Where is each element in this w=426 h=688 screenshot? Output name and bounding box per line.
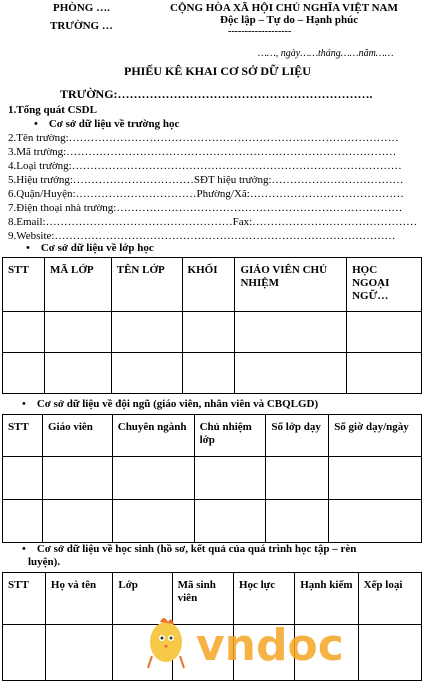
- page-title: PHIẾU KÊ KHAI CƠ SỞ DỮ LIỆU: [124, 64, 311, 78]
- table-cell[interactable]: [44, 312, 111, 353]
- table-cell[interactable]: [42, 500, 112, 543]
- chicken-mascot-icon: [138, 608, 368, 674]
- bullet-text: Cơ sở dữ liệu về học sinh (hồ sơ, kết quả của quá trình học tập – rèn: [36, 543, 357, 555]
- table-cell[interactable]: [42, 457, 112, 500]
- table-cell[interactable]: [347, 353, 422, 394]
- bullet-student-continued: luyện).: [28, 556, 61, 568]
- table-header-row: [3, 258, 422, 312]
- column-header: STT: [3, 415, 43, 457]
- bullet-class-data: [26, 242, 154, 254]
- column-header: TÊN LỚP: [111, 258, 182, 312]
- table-cell[interactable]: [329, 500, 422, 543]
- column-header: MÃ LỚP: [44, 258, 111, 312]
- field-email-fax: 8.Email:……………………………………………Fax:………………………………………: [8, 216, 418, 228]
- column-header: Chuyên ngành: [112, 415, 194, 457]
- table-cell[interactable]: [329, 457, 422, 500]
- motto-underline: -------------------: [228, 26, 292, 37]
- table-row: [3, 457, 422, 500]
- column-header: Số lớp dạy: [266, 415, 329, 457]
- column-header: Số giờ dạy/ngày: [329, 415, 422, 457]
- column-header: HỌC NGOẠI NGỮ…: [347, 258, 422, 312]
- column-header: Học lực: [233, 573, 294, 625]
- date-line: ……, ngày……tháng……năm……: [258, 48, 394, 59]
- column-header: Xếp loại: [358, 573, 421, 625]
- department-label: PHÒNG ….: [53, 2, 110, 14]
- field-district: 6.Quận/Huyện:……………………………Phường/Xã:……………………………………: [8, 188, 404, 200]
- column-header: Họ và tên: [45, 573, 112, 625]
- bullet-icon: •: [22, 398, 26, 410]
- table-cell[interactable]: [44, 353, 111, 394]
- field-school-code: 3.Mã trường:………………………………………………………………………………: [8, 146, 397, 158]
- table-cell[interactable]: [266, 500, 329, 543]
- column-header: Lớp: [113, 573, 172, 625]
- table-header-row: [3, 415, 422, 457]
- field-principal: 5.Hiệu trưởng:……………………………SĐT hiệu trưởng:………………………………: [8, 174, 404, 186]
- table-row: [3, 353, 422, 394]
- table-cell[interactable]: [112, 457, 194, 500]
- table-cell[interactable]: [112, 500, 194, 543]
- school-name-line: TRƯỜNG:……………………………………………………….: [60, 87, 373, 101]
- table-cell[interactable]: [111, 353, 182, 394]
- bullet-icon: •: [22, 543, 26, 555]
- field-school-type: 4.Loại trường:………………………………………………………………………………: [8, 160, 402, 172]
- bullet-school-data: [34, 118, 179, 130]
- table-cell[interactable]: [182, 312, 235, 353]
- table-cell[interactable]: [182, 353, 235, 394]
- watermark-logo: [138, 608, 368, 674]
- column-header: Chủ nhiệm lớp: [194, 415, 266, 457]
- motto: Độc lập – Tự do – Hạnh phúc: [220, 14, 359, 26]
- table-cell[interactable]: [266, 457, 329, 500]
- table-cell[interactable]: [235, 312, 347, 353]
- column-header: KHỐI: [182, 258, 235, 312]
- table-row: [3, 312, 422, 353]
- bullet-text: Cơ sở dữ liệu về lớp học: [40, 242, 154, 254]
- column-header: Giáo viên: [42, 415, 112, 457]
- column-header: STT: [3, 573, 46, 625]
- table-cell[interactable]: [45, 625, 112, 681]
- table-cell[interactable]: [3, 353, 45, 394]
- bullet-icon: •: [34, 118, 38, 130]
- table-row: [3, 500, 422, 543]
- section-heading: 1.Tổng quát CSDL: [8, 104, 97, 116]
- column-header: Hạnh kiểm: [295, 573, 358, 625]
- class-table: [2, 257, 422, 394]
- table-cell[interactable]: [235, 353, 347, 394]
- table-cell[interactable]: [194, 500, 266, 543]
- field-school-name: 2.Tên trường:………………………………………………………………………………: [8, 132, 399, 144]
- table-cell[interactable]: [3, 457, 43, 500]
- bullet-text: Cơ sở dữ liệu về trường học: [48, 118, 180, 130]
- field-website: 9.Website:…………………………………………………………………………………: [8, 230, 396, 242]
- bullet-student-data: [22, 543, 356, 555]
- watermark-text: vndoc: [196, 620, 344, 671]
- column-header: Mã sinh viên: [172, 573, 233, 625]
- table-cell[interactable]: [3, 625, 46, 681]
- table-cell[interactable]: [3, 500, 43, 543]
- column-header: STT: [3, 258, 45, 312]
- field-phone: 7.Điện thoại nhà trường:……………………………………………………………………: [8, 202, 403, 214]
- table-cell[interactable]: [347, 312, 422, 353]
- staff-table: [2, 414, 422, 543]
- bullet-icon: •: [26, 242, 30, 254]
- nation-title: CỘNG HÒA XÃ HỘI CHỦ NGHĨA VIỆT NAM: [170, 2, 398, 14]
- school-label: TRƯỜNG …: [50, 20, 113, 32]
- table-cell[interactable]: [3, 312, 45, 353]
- table-cell[interactable]: [111, 312, 182, 353]
- table-cell[interactable]: [194, 457, 266, 500]
- bullet-text: Cơ sở dữ liệu về đội ngũ (giáo viên, nhân viên và CBQLGD): [36, 398, 319, 410]
- column-header: GIÁO VIÊN CHỦ NHIỆM: [235, 258, 347, 312]
- bullet-staff-data: [22, 398, 318, 410]
